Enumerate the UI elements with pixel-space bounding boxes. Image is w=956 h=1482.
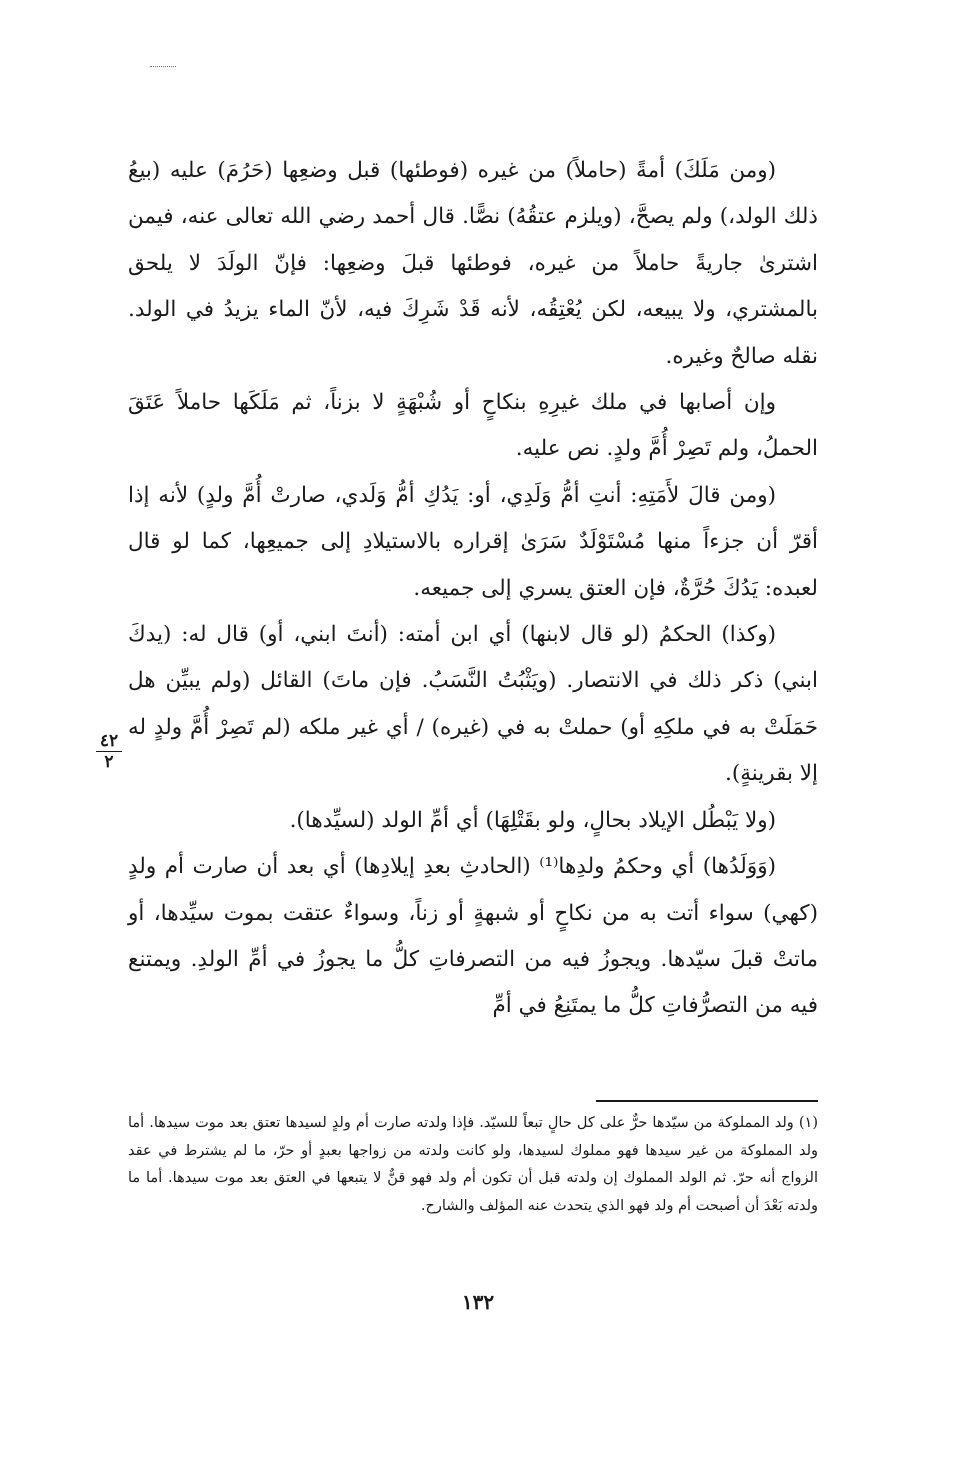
page-number: ١٣٢ [461,1290,495,1314]
paragraph-2: وإن أصابها في ملك غيرِهِ بنكاحٍ أو شُبْهَةٍ لا بزناً، ثم مَلَكَها حاملاً عَتَقَ الحملُ، ولم تَصِرْ أُمَّ ولدٍ. نص عليه. [128,390,818,462]
reference-page-number: ٤٢ [96,732,122,752]
scan-speck [150,66,176,70]
main-text [128,148,818,1030]
paragraph-3: (ومن قالَ لأَمَتِهِ: أنتِ أمُّ وَلَدِي، أو: يَدُكِ أمُّ وَلَدي، صارتْ أُمَّ ولدٍ) لأنه إذا أقرّ أن جزءاً منها مُسْتَوْلَدٌ سَرَىٰ إقراره بالاستيلادِ إلى جميعِها، كما لو قال لعبده: يَدُكَ حُرَّةٌ، فإن العتق يسري إلى جميعه. [128,482,818,601]
paragraph-4: (وكذا) الحكمُ (لو قال لابنها) أي ابن أمته: (أنتَ ابني، أو) قال له: (يدكَ ابني) ذكر ذلك في الانتصار. (ويَثْبُتُ النَّسَبُ. فإن ماتَ) القائل (ولم يبيِّن هل حَمَلَتْ به في ملكِهِ أو) حملتْ به في (غيره) / أي غير ملكه (لم تَصِرْ أُمَّ ولدٍ له إلا بقرينةٍ). [128,622,818,787]
footnote-separator [596,1100,818,1102]
volume-page-reference [96,732,122,771]
paragraph-5: (ولا يَبْطُل الإيلاد بحالٍ، ولو بقَتْلِهَا) أي أمِّ الولد (لسيِّدها). [289,807,776,833]
paragraph-6: (وَوَلَدُها) أي وحكمُ ولدِها⁽¹⁾ (الحادثِ بعدِ إيلادِها) أي بعد أن صارت أم ولدٍ (كهي) سواء أتت به من نكاحٍ أو شبهةٍ أو زناً، وسواءٌ عتقت بموت سيِّدها، أو ماتتْ قبلَ سيّدها. ويجوزُ فيه من التصرفاتِ كلُّ ما يجوزُ في أمِّ الولدِ. ويمتنع فيه من التصرُّفاتِ كلُّ ما يمتَنِعُ في أمِّ [128,854,818,1019]
footnote-text: (١) ولد المملوكة من سيّدها حرٌّ على كل حالٍ تبعاً للسيّد. فإذا ولدته صارت أم ولدٍ لسيدها تعتق بعد موت سيدها. أما ولد المملوكة من غير سيدها فهو مملوك لسيدها، ولو كانت ولدته من زواجها بعبدٍ أو حرّ، ما لم يشترط في عقد الزواج أنه حرّ. ثم الولد المملوك إن ولدته قبل أن تكون أم ولد فهو قنٌّ لا يتبعها في العتق بعد موت سيدها. أما ما ولدته بَعْدَ أن أصبحت أم ولد فهو الذي يتحدث عنه المؤلف والشارح. [128,1115,818,1214]
paragraph-1: (ومن مَلَكَ) أمةً (حاملاً) من غيره (فوطئها) قبل وضعِها (حَرُمَ) عليه (بيعُ ذلك الولد،) ولم يصحَّ، (ويلزم عتقُهُ) نصًّا. قال أحمد رضي الله تعالى عنه، فيمن اشترىٰ جاريةً حاملاً من غيره، فوطئها قبلَ وضعِها: فإنّ الولَدَ لا يلحق بالمشتري، ولا يبيعه، لكن يُعْتِقُه، لأنه قَدْ شَرِكَ فيه، لأنّ الماء يزيدُ في الولد. نقله صالحٌ وغيره. [128,158,818,369]
footnote [128,1110,818,1220]
reference-volume-number: ٢ [104,752,114,772]
